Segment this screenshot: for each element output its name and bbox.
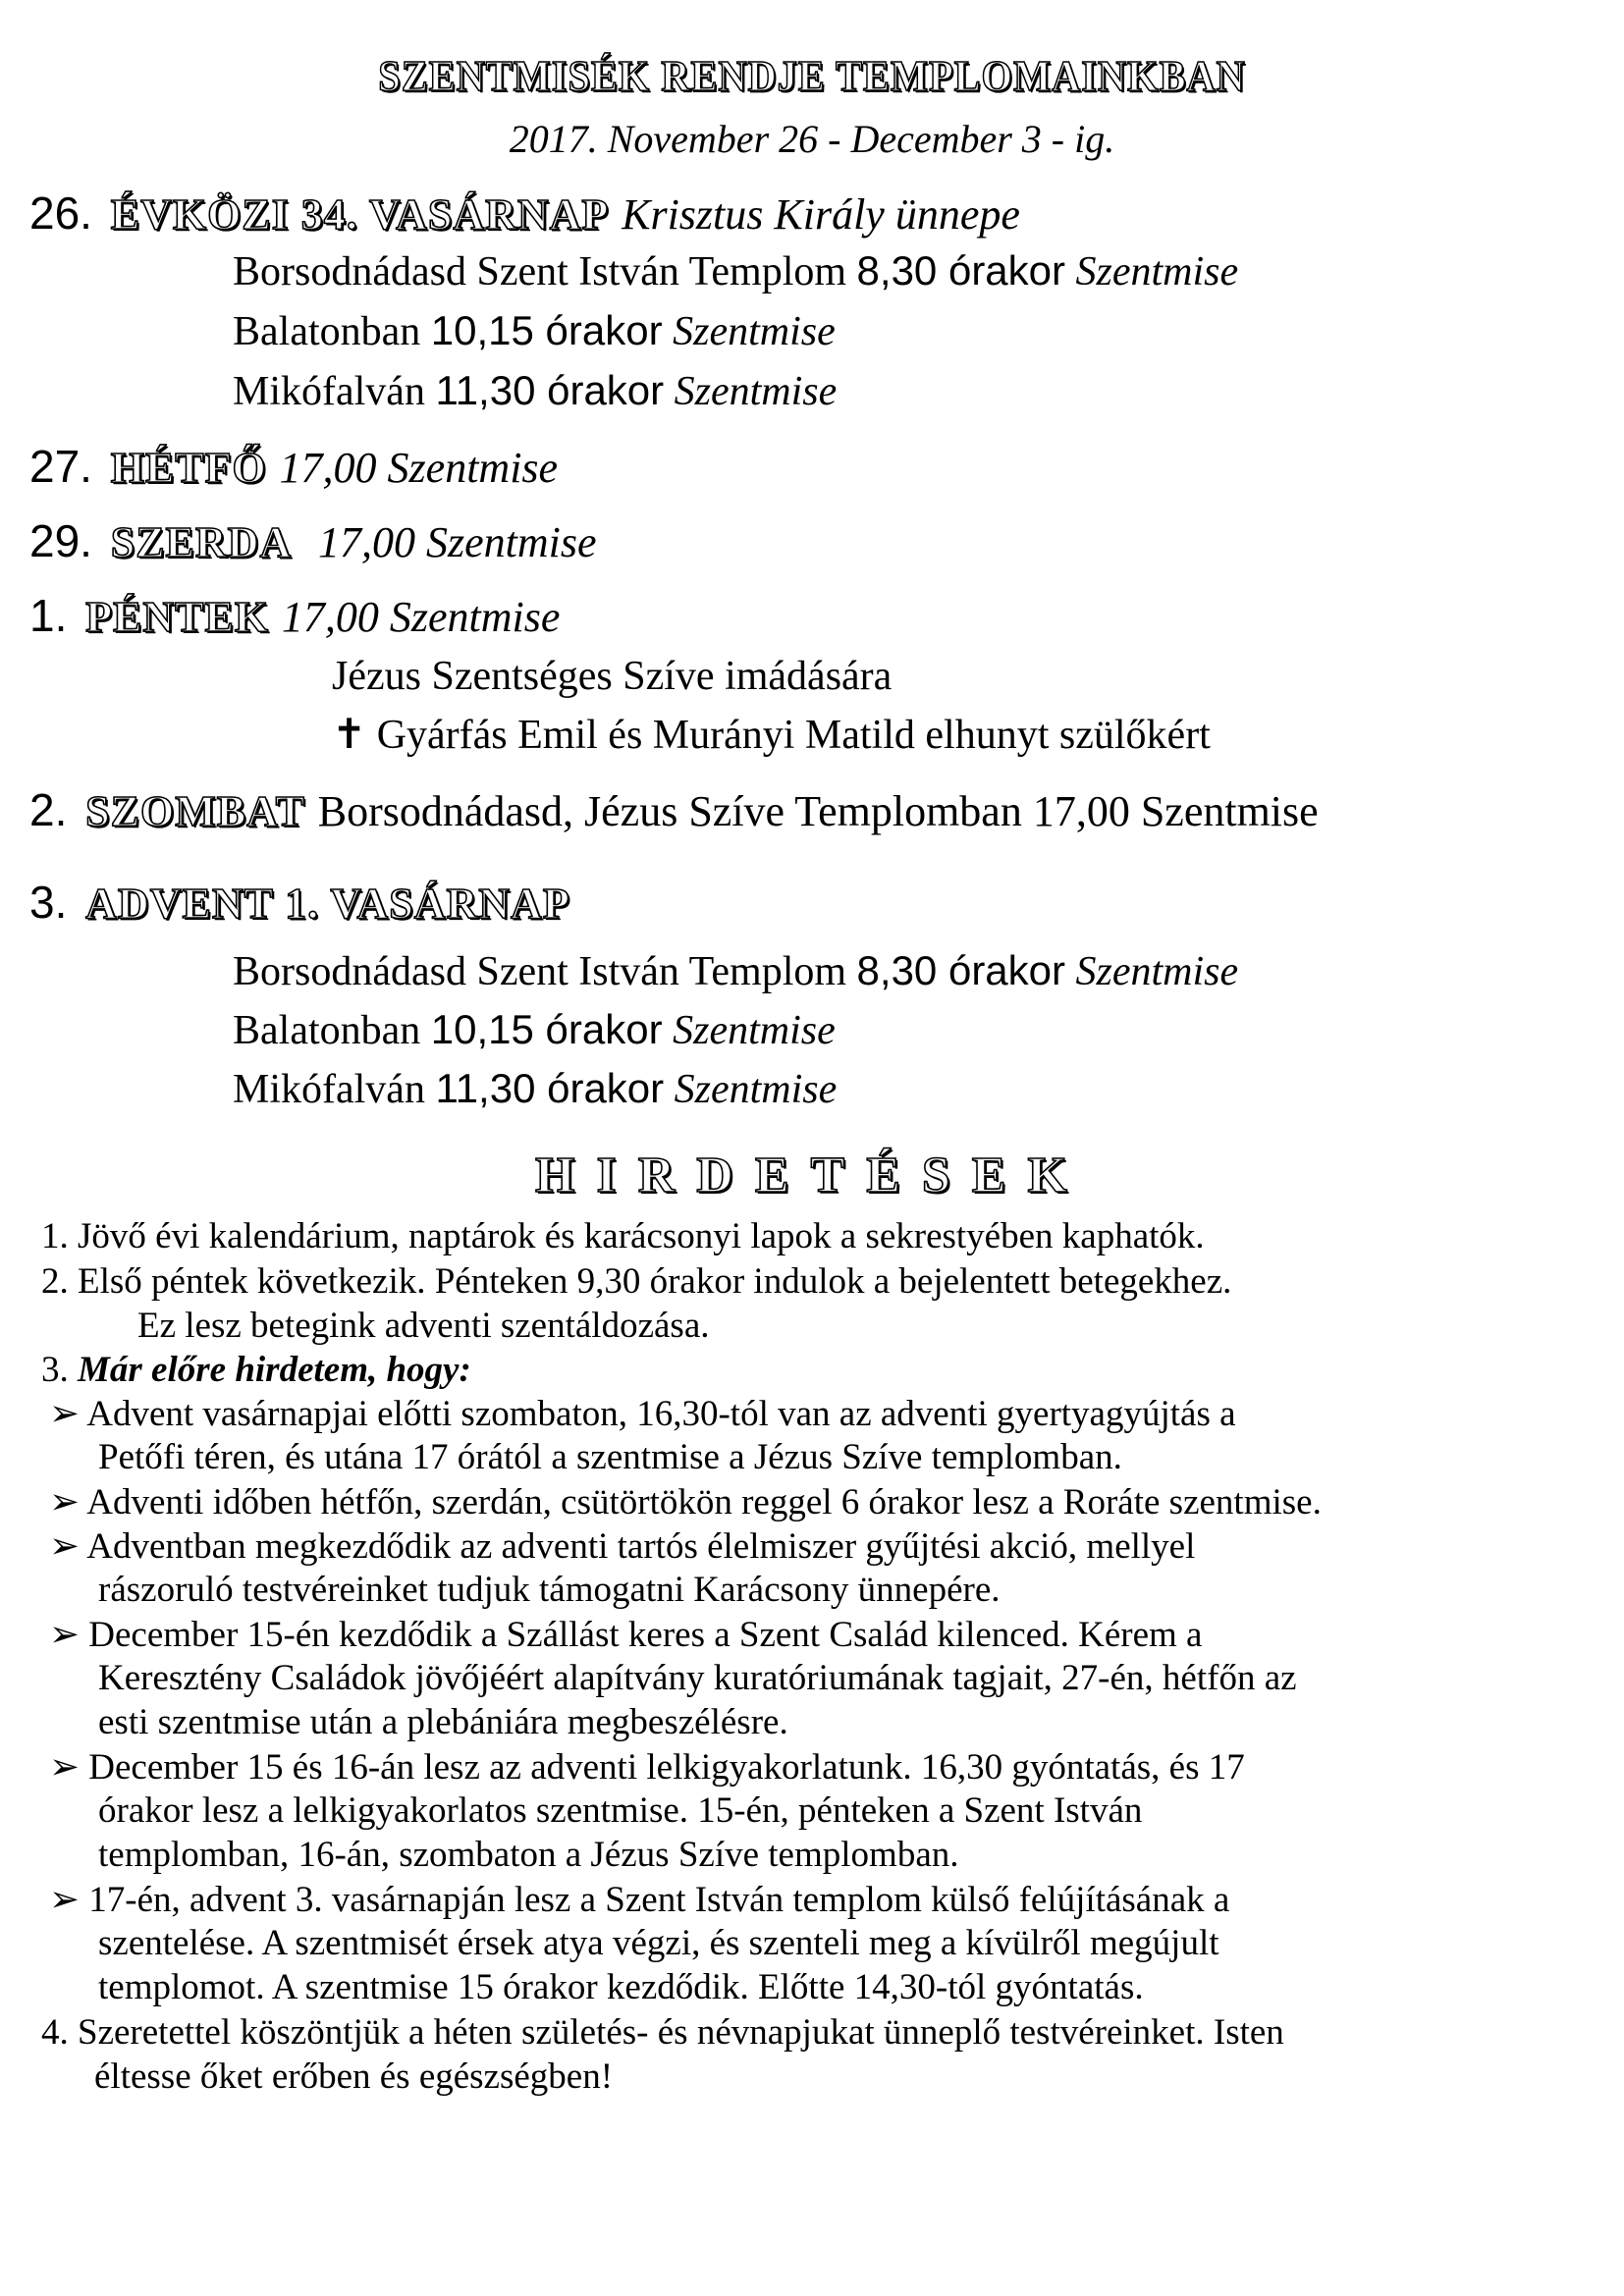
mass-time: 10,15 órakor bbox=[430, 307, 663, 353]
bullet-text: December 15 és 16-án lesz az adventi lelkigyakorlatunk. 16,30 gyóntatás, és 17 bbox=[88, 1747, 1245, 1788]
bullet-cont: templomban, 16-án, szombaton a Jézus Szíve templomban. bbox=[98, 1835, 959, 1875]
announcement-2-cont: Ez lesz betegink adventi szentáldozása. bbox=[137, 1306, 710, 1346]
mass-time: 8,30 órakor bbox=[856, 947, 1066, 993]
day-number: 2. bbox=[29, 784, 68, 835]
mass-entry bbox=[233, 1065, 837, 1113]
mass-entry bbox=[233, 307, 836, 355]
day-name: HÉTFŐ bbox=[110, 444, 267, 492]
schedule-day-27 bbox=[29, 440, 558, 493]
date-range: 2017. November 26 - December 3 - ig. bbox=[509, 117, 1115, 161]
bullet-cont: Petőfi téren, és utána 17 órától a szentmise a Jézus Szíve templomban. bbox=[98, 1437, 1122, 1477]
day-number: 26. bbox=[29, 187, 92, 239]
schedule-day-3 bbox=[29, 876, 570, 929]
bullet-text: Advent vasárnapjai előtti szombaton, 16,30-tól van az adventi gyertyagyújtás a bbox=[86, 1394, 1236, 1434]
bullet-cont: szentelése. A szentmisét érsek atya végzi, és szenteli meg a kívülről megújult bbox=[98, 1923, 1219, 1963]
day-name: PÉNTEK bbox=[85, 593, 270, 641]
bullet-item bbox=[49, 1613, 1202, 1656]
page-title: SZENTMISÉK RENDJE TEMPLOMAINKBAN bbox=[378, 52, 1246, 100]
feast-name: Krisztus Király ünnepe bbox=[622, 190, 1020, 239]
bullet-text: Adventi időben hétfőn, szerdán, csütörtökön reggel 6 órakor lesz a Roráte szentmise. bbox=[86, 1482, 1322, 1522]
day-name: SZOMBAT bbox=[85, 787, 305, 835]
arrowhead-bullet-icon: ➢ bbox=[49, 1394, 81, 1434]
schedule-day-26 bbox=[29, 187, 1020, 240]
intention-text: Gyárfás Emil és Murányi Matild elhunyt szülőkért bbox=[376, 713, 1211, 758]
mass-place: Borsodnádasd Szent István Templom bbox=[233, 949, 847, 994]
day-number: 27. bbox=[29, 441, 92, 492]
mass-time: 8,30 órakor bbox=[856, 247, 1066, 294]
day-name: ÉVKÖZI 34. VASÁRNAP bbox=[110, 190, 610, 239]
mass-place: Mikófalván bbox=[233, 1067, 425, 1112]
bullet-cont: templomot. A szentmise 15 órakor kezdődik. Előtte 14,30-tól gyóntatás. bbox=[98, 1967, 1144, 2007]
announcement-4: 4. Szeretettel köszöntjük a héten születés- és névnapjukat ünneplő testvéreinket. Isten bbox=[41, 2012, 1284, 2053]
mass-place: Mikófalván bbox=[233, 369, 425, 414]
mass-entry bbox=[233, 367, 837, 415]
arrowhead-bullet-icon: ➢ bbox=[49, 1615, 81, 1655]
mass-place: Borsodnádasd Szent István Templom bbox=[233, 249, 847, 294]
item-number: 3. bbox=[41, 1350, 69, 1390]
mass-type: Szentmise bbox=[673, 309, 836, 354]
mass-entry bbox=[233, 1006, 836, 1054]
schedule-day-2 bbox=[29, 783, 1319, 836]
mass-time: 17,00 Szentmise bbox=[279, 444, 559, 492]
mass-time: 17,00 Szentmise bbox=[281, 593, 561, 641]
arrowhead-bullet-icon: ➢ bbox=[49, 1526, 81, 1567]
bullet-item bbox=[49, 1878, 1229, 1921]
schedule-day-29 bbox=[29, 514, 597, 567]
arrowhead-bullet-icon: ➢ bbox=[49, 1482, 81, 1522]
bullet-cont: esti szentmise után a plebániára megbeszélésre. bbox=[98, 1702, 788, 1742]
day-number: 3. bbox=[29, 877, 68, 928]
arrowhead-bullet-icon: ➢ bbox=[49, 1880, 81, 1920]
announcement-1: 1. Jövő évi kalendárium, naptárok és karácsonyi lapok a sekrestyében kaphatók. bbox=[41, 1216, 1205, 1256]
bullet-cont: Keresztény Családok jövőjéért alapítvány kuratóriumának tagjait, 27-én, hétfőn az bbox=[98, 1658, 1297, 1698]
day-name: SZERDA bbox=[110, 518, 293, 566]
mass-time: 17,00 Szentmise bbox=[318, 518, 597, 566]
announcement-4-cont: éltesse őket erőben és egészségben! bbox=[94, 2056, 614, 2097]
mass-type: Szentmise bbox=[673, 1008, 836, 1053]
day-number: 29. bbox=[29, 515, 92, 566]
mass-time: 10,15 órakor bbox=[430, 1006, 663, 1052]
bullet-cont: órakor lesz a lelkigyakorlatos szentmise. 15-én, pénteken a Szent István bbox=[98, 1790, 1143, 1831]
arrowhead-bullet-icon: ➢ bbox=[49, 1747, 81, 1788]
bullet-cont: rászoruló testvéreinket tudjuk támogatni Karácsony ünnepére. bbox=[98, 1570, 1001, 1610]
mass-time: 11,30 órakor bbox=[435, 1065, 665, 1111]
announcement-2: 2. Első péntek következik. Pénteken 9,30 órakor indulok a bejelentett betegekhez. bbox=[41, 1261, 1232, 1302]
bullet-item bbox=[49, 1392, 1236, 1435]
mass-type: Szentmise bbox=[1075, 249, 1239, 294]
mass-place: Balatonban bbox=[233, 309, 421, 354]
bullet-item bbox=[49, 1480, 1322, 1523]
day-number: 1. bbox=[29, 590, 68, 641]
announcements-heading: HIRDETÉSEK bbox=[535, 1148, 1089, 1203]
mass-entry bbox=[233, 247, 1238, 295]
bullet-text: December 15-én kezdődik a Szállást keres a Szent Család kilenced. Kérem a bbox=[88, 1615, 1203, 1655]
bullet-item bbox=[49, 1524, 1195, 1568]
mass-intention: Jézus Szentséges Szíve imádására bbox=[332, 654, 893, 699]
item-lead: Már előre hirdetem, hogy: bbox=[78, 1350, 471, 1390]
cross-icon: ✝ bbox=[332, 713, 367, 758]
bullet-item bbox=[49, 1745, 1245, 1789]
mass-type: Szentmise bbox=[1075, 949, 1239, 994]
mass-place: Balatonban bbox=[233, 1008, 421, 1053]
mass-time: 11,30 órakor bbox=[435, 367, 665, 413]
schedule-day-1 bbox=[29, 589, 560, 642]
mass-entry bbox=[233, 947, 1238, 995]
mass-intention bbox=[332, 710, 1211, 759]
bullet-text: 17-én, advent 3. vasárnapján lesz a Szent István templom külső felújításának a bbox=[88, 1880, 1230, 1920]
mass-type: Szentmise bbox=[674, 369, 838, 414]
day-name: ADVENT 1. VASÁRNAP bbox=[85, 880, 570, 928]
bullet-text: Adventban megkezdődik az adventi tartós élelmiszer gyűjtési akció, mellyel bbox=[86, 1526, 1196, 1567]
announcement-3 bbox=[41, 1348, 471, 1392]
mass-detail: Borsodnádasd, Jézus Szíve Templomban 17,00 Szentmise bbox=[317, 787, 1319, 835]
mass-type: Szentmise bbox=[674, 1067, 838, 1112]
